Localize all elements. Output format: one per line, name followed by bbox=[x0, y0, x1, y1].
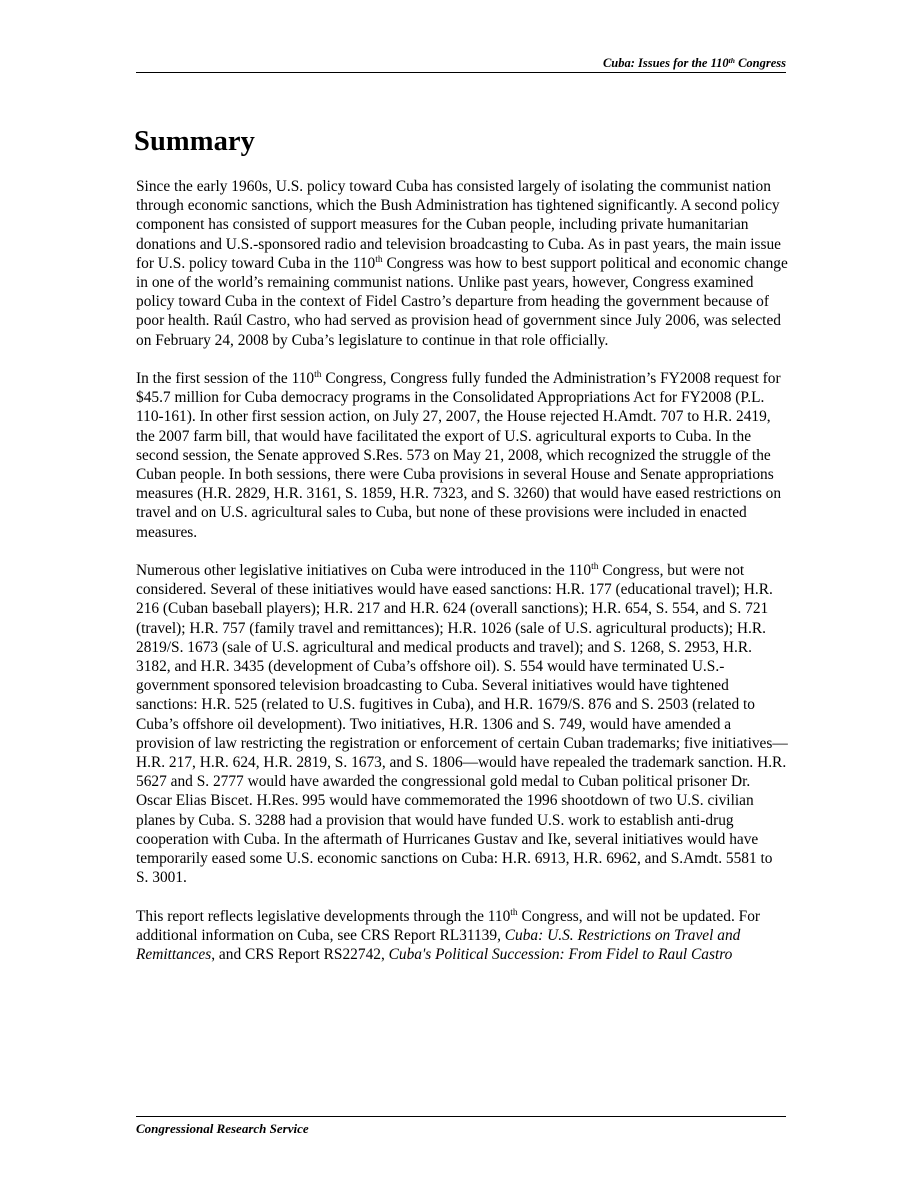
paragraph-1-superscript: th bbox=[375, 254, 383, 265]
paragraph-2 bbox=[136, 369, 788, 542]
summary-body bbox=[136, 177, 788, 983]
paragraph-4-superscript: th bbox=[510, 907, 518, 918]
running-header-superscript: th bbox=[728, 56, 735, 65]
paragraph-4-text-c: , and CRS Report RS22742, bbox=[211, 946, 389, 964]
paragraph-2-text-b: Congress, Congress fully funded the Administration’s FY2008 request for $45.7 million for Cuba democracy programs in the Consolidated Appropriations Act for FY2008 (P.L. 110-161). In other first session action, on July 27, 2007, the House rejected H.Amdt. 707 to H.R. 2419, the 2007 farm bill, that would have facilitated the export of U.S. agricultural exports to Cuba. In the second session, the Senate approved S.Res. 573 on May 21, 2008, which recognized the struggle of the Cuban people. In both sessions, there were Cuba provisions in several House and Senate appropriations measures (H.R. 2829, H.R. 3161, S. 1859, H.R. 7323, and S. 3260) that would have eased restrictions on travel and on U.S. agricultural sales to Cuba, but none of these provisions were included in enacted measures. bbox=[136, 370, 782, 541]
paragraph-2-text-a: In the first session of the 110 bbox=[136, 370, 315, 388]
header-rule bbox=[136, 72, 786, 73]
paragraph-3-superscript: th bbox=[591, 562, 599, 573]
paragraph-1 bbox=[136, 177, 788, 350]
report-title-rs22742: Cuba's Political Succession: From Fidel to Raul Castro bbox=[388, 946, 733, 964]
paragraph-4-text-b: Congress, and will not be updated. For additional information on Cuba, see CRS Report RL31139, bbox=[136, 907, 761, 944]
paragraph-4 bbox=[136, 907, 788, 965]
footer-rule bbox=[136, 1116, 786, 1117]
paragraph-1-text-b: Congress was how to best support political and economic change in one of the world’s remaining communist nations. Unlike past years, however, Congress examined policy toward Cuba in the context of Fidel Castro’s departure from heading the government because of poor health. Raúl Castro, who had served as provision head of government since July 2006, was selected on February 24, 2008 by Cuba’s legislature to continue in that role officially. bbox=[136, 254, 788, 349]
running-header-suffix: Congress bbox=[734, 56, 786, 70]
paragraph-2-superscript: th bbox=[314, 370, 322, 381]
running-footer: Congressional Research Service bbox=[136, 1121, 309, 1136]
running-header-title: Cuba: Issues for the 110 bbox=[602, 56, 729, 70]
paragraph-3 bbox=[136, 561, 788, 887]
paragraph-4-text-a: This report reflects legislative developments through the 110 bbox=[136, 907, 511, 925]
paragraph-3-text-b: Congress, but were not considered. Several of these initiatives would have eased sanctions: H.R. 177 (educational travel); H.R. 216 (Cuban baseball players); H.R. 217 and H.R. 624 (overall sanctions); H.R. 654, S. 554, and S. 721 (travel); H.R. 757 (family travel and remittances); H.R. 1026 (sale of U.S. agricultural products); H.R. 2819/S. 1673 (sale of U.S. agricultural and medical products and travel); and S. 1268, S. 2953, H.R. 3182, and H.R. 3435 (development of Cuba’s offshore oil). S. 554 would have terminated U.S.-government sponsored television broadcasting to Cuba. Several initiatives would have tightened sanctions: H.R. 525 (related to U.S. fugitives in Cuba), and H.R. 1679/S. 876 and S. 2503 (related to Cuba’s offshore oil development). Two initiatives, H.R. 1306 and S. 749, would have amended a provision of law restricting the registration or enforcement of certain Cuban trademarks; five initiatives—H.R. 217, H.R. 624, H.R. 2819, S. 1673, and S. 1806—would have repealed the trademark sanction. H.R. 5627 and S. 2777 would have awarded the congressional gold medal to Cuban political prisoner Dr. Oscar Elias Biscet. H.Res. 995 would have commemorated the 1996 shootdown of two U.S. civilian planes by Cuba. S. 3288 had a provision that would have funded U.S. work to establish anti-drug cooperation with Cuba. In the aftermath of Hurricanes Gustav and Ike, several initiatives would have temporarily eased some U.S. economic sanctions on Cuba: H.R. 6913, H.R. 6962, and S.Amdt. 5581 to S. 3001. bbox=[136, 562, 788, 887]
running-header bbox=[136, 56, 786, 70]
paragraph-3-text-a: Numerous other legislative initiatives on Cuba were introduced in the 110 bbox=[136, 562, 592, 580]
paragraph-1-text-a: Since the early 1960s, U.S. policy toward Cuba has consisted largely of isolating the communist nation through economic sanctions, which the Bush Administration has tightened significantly. A second policy component has consisted of support measures for the Cuban people, including private humanitarian donations and U.S.-sponsored radio and television broadcasting to Cuba. As in past years, the main issue for U.S. policy toward Cuba in the 110 bbox=[136, 178, 782, 272]
section-title: Summary bbox=[134, 126, 256, 157]
report-title-rl31139: Cuba: U.S. Restrictions on Travel and Remittances bbox=[136, 926, 741, 964]
